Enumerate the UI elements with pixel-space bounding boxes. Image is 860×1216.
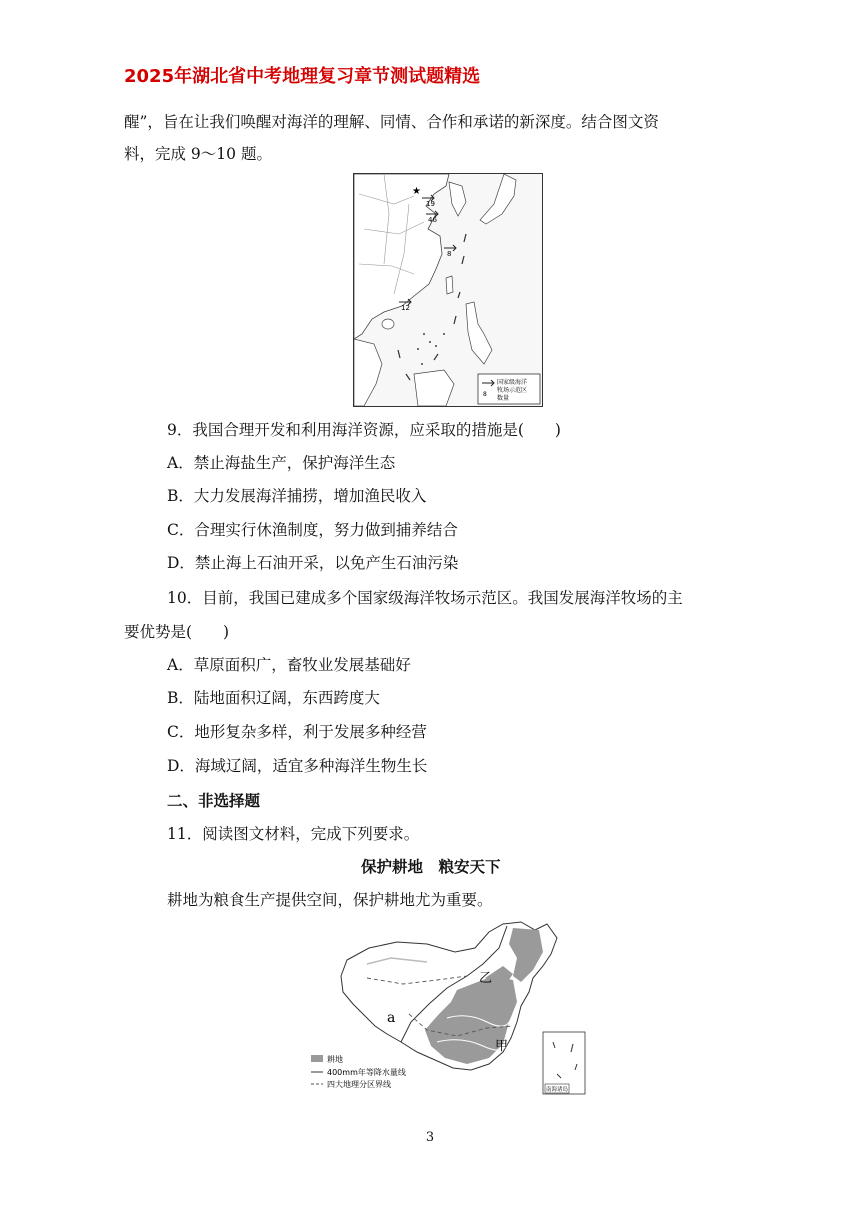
map1-label-8: 8 [447,250,452,258]
intro-line-2: 料，完成 9～10 题。 [124,145,272,163]
q9-option-c: C．合理实行休渔制度，努力做到捕养结合 [167,521,458,539]
map1-label-19: 19 [426,200,435,208]
q10-stem-line-1: 10．目前，我国已建成多个国家级海洋牧场示范区。我国发展海洋牧场的主 [167,589,683,607]
q11-stem: 11．阅读图文材料，完成下列要求。 [167,825,420,843]
china-farmland-map [307,918,587,1098]
q11-material-title: 保护耕地 粮安天下 [361,858,501,876]
map1-legend-line-2: 牧场示范区 [497,387,528,394]
map2-legend-boundary: 四大地理分区界线 [327,1080,391,1089]
q10-stem-line-2: 要优势是( ) [124,623,230,641]
china-farmland-map-svg [307,918,587,1098]
map1-legend-line-1: 国家级海洋 [497,379,528,386]
q10-option-c: C．地形复杂多样，利于发展多种经营 [167,723,427,741]
ocean-ranch-map-svg [354,174,542,406]
q9-stem: 9．我国合理开发和利用海洋资源，应采取的措施是( ) [167,421,561,439]
section-heading: 二、非选择题 [167,792,261,810]
q11-material-text: 耕地为粮食生产提供空间，保护耕地尤为重要。 [167,891,493,909]
q9-option-a: A．禁止海盐生产，保护海洋生态 [167,454,396,472]
map2-legend-farmland: 耕地 [327,1055,343,1064]
q10-option-a: A．草原面积广，畜牧业发展基础好 [167,656,411,674]
map2-label-jia: 甲 [495,1039,509,1054]
q9-option-d: D．禁止海上石油开采，以免产生石油污染 [167,554,459,572]
page-number: 3 [425,1130,435,1145]
map1-label-12: 12 [401,304,410,312]
svg-text:★: ★ [412,186,421,197]
map2-label-a: a [387,1010,396,1026]
q10-option-d: D．海域辽阔，适宜多种海洋生物生长 [167,757,428,775]
ocean-ranch-map [353,173,543,407]
map2-label-yi: 乙 [479,971,493,986]
map1-legend-number: 8 [483,391,487,398]
q10-option-b: B．陆地面积辽阔，东西跨度大 [167,689,380,707]
map1-label-46: 46 [428,216,437,224]
intro-line-1: 醒”，旨在让我们唤醒对海洋的理解、同情、合作和承诺的新深度。结合图文资 [124,113,659,131]
map2-inset-label: 南海诸岛 [546,1087,569,1093]
q9-option-b: B．大力发展海洋捕捞，增加渔民收入 [167,487,427,505]
map2-legend-isohyet: 400mm年等降水量线 [327,1068,406,1077]
map1-legend-line-3: 数量 [497,395,510,402]
document-header: 2025年湖北省中考地理复习章节测试题精选 [124,66,481,87]
